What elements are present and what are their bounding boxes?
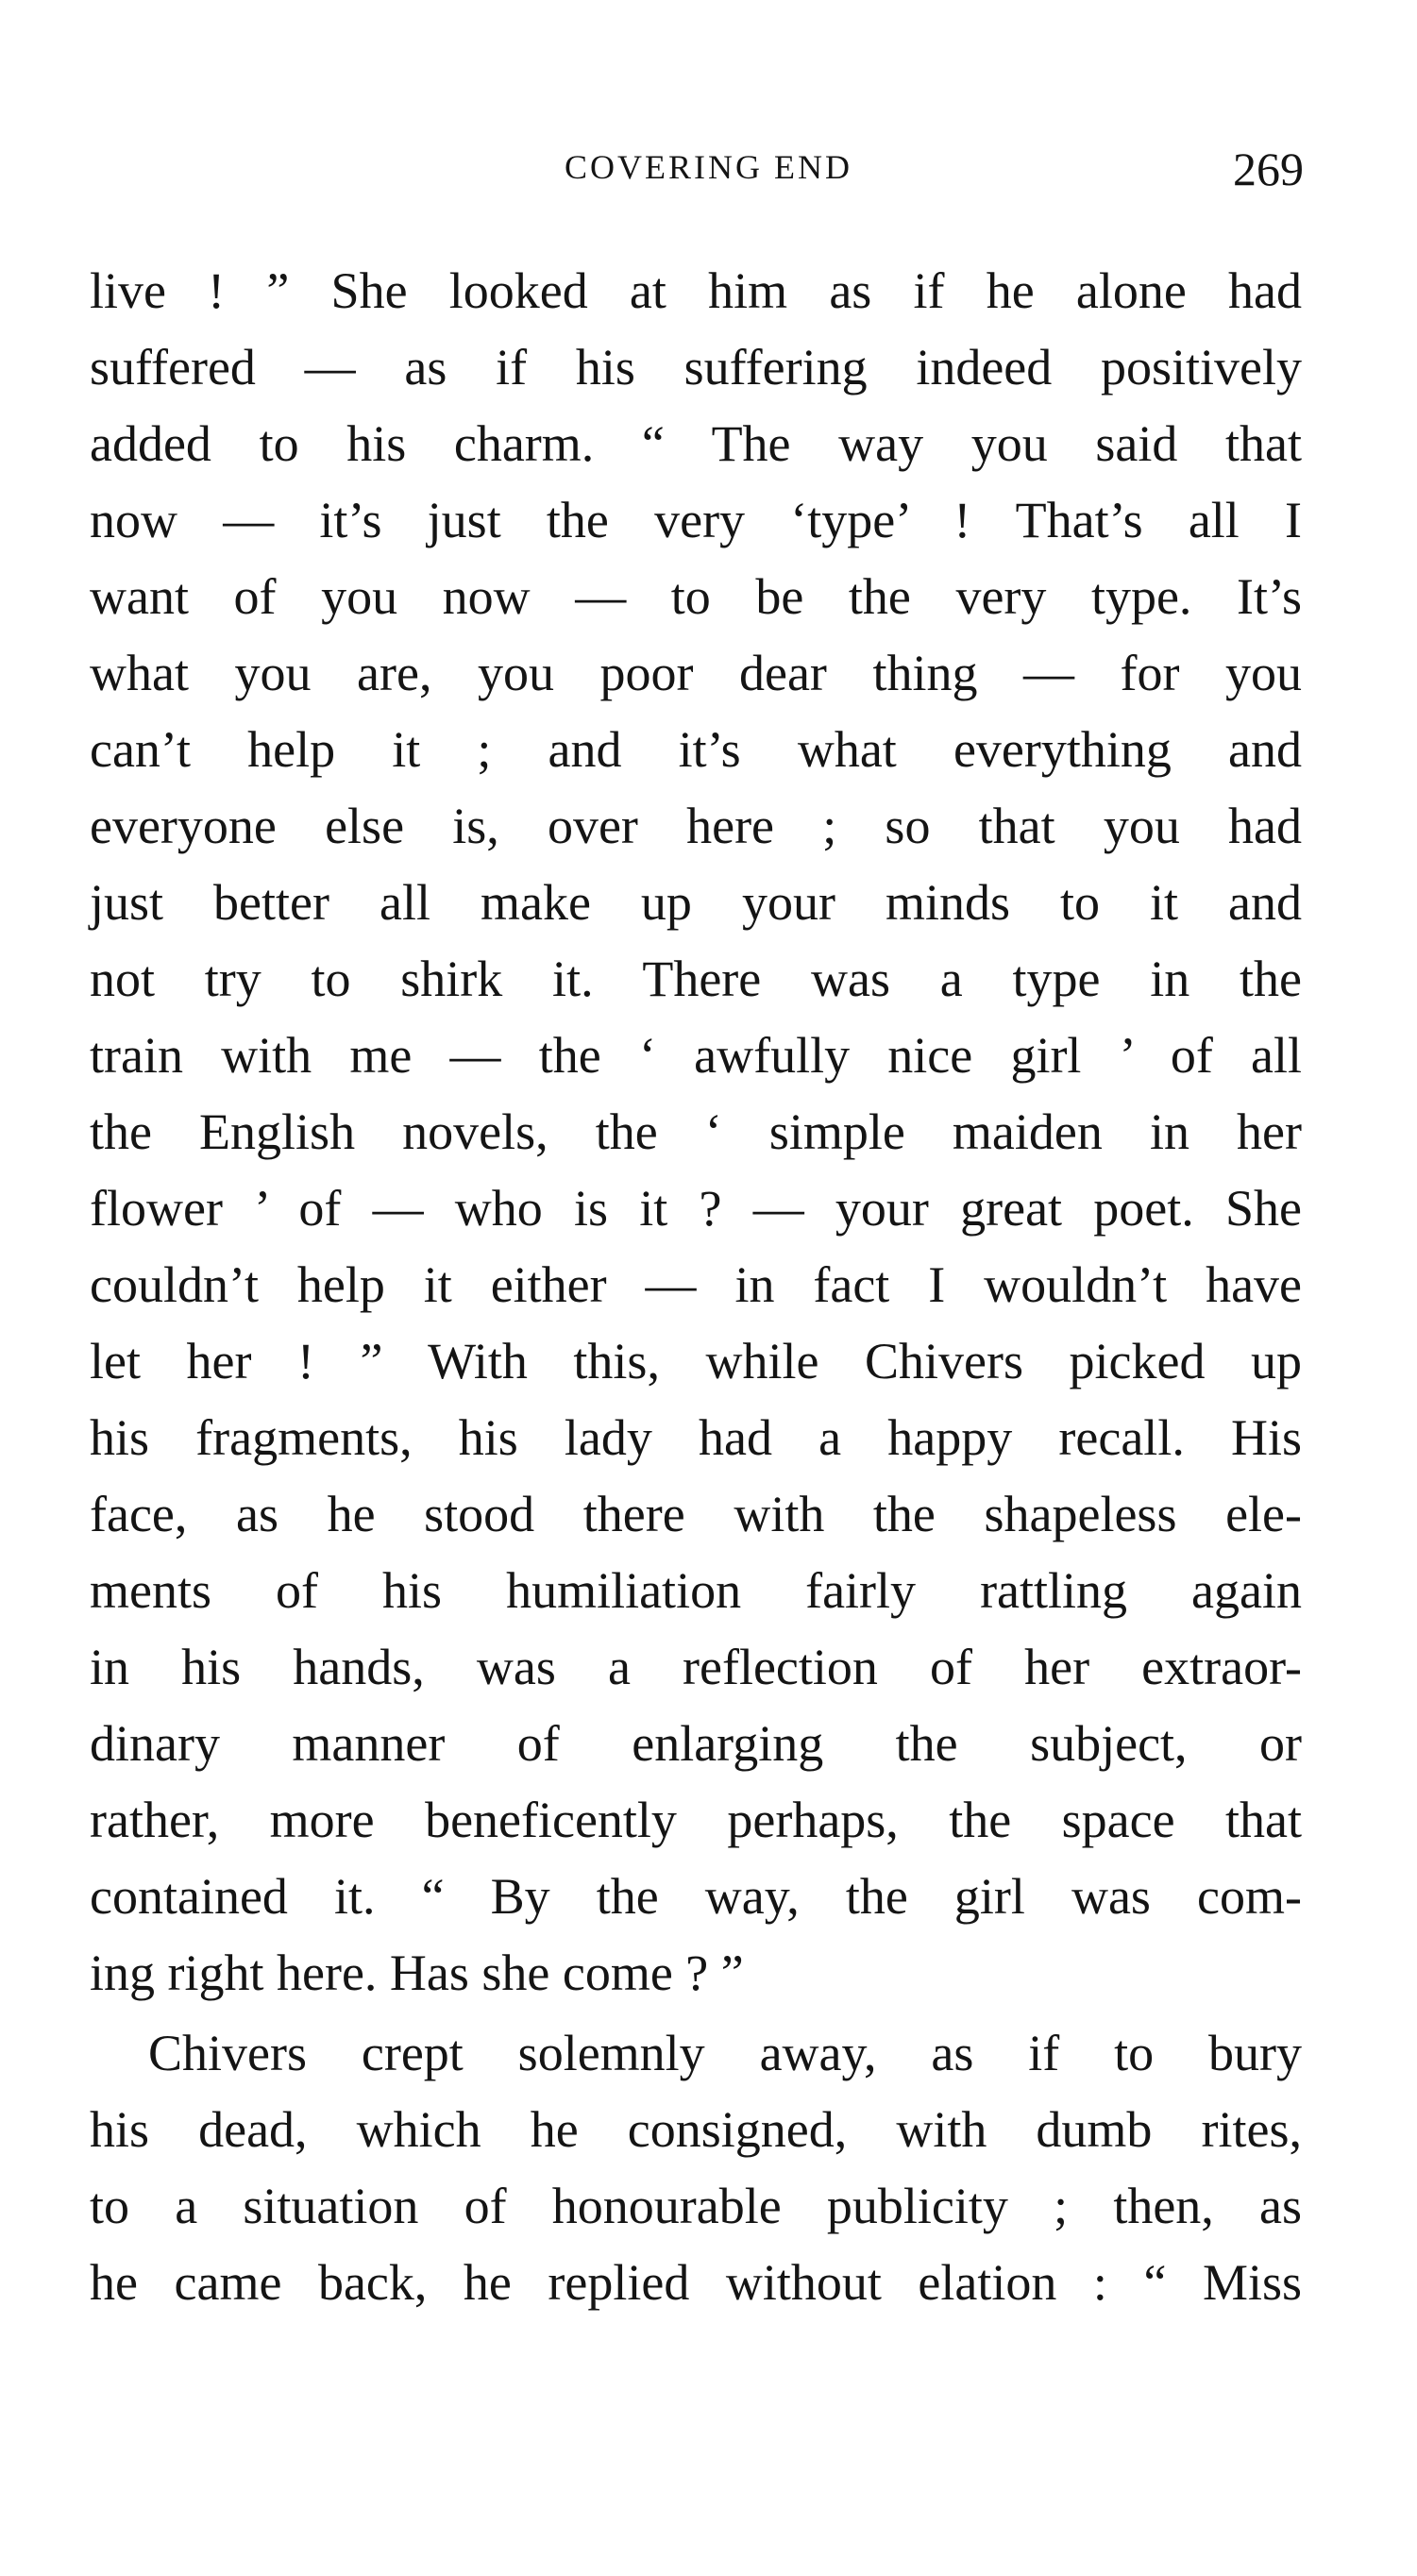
text-line: just better all make up your minds to it and (90, 874, 1302, 931)
text-line: live ! ” She looked at him as if he alone had (90, 262, 1302, 319)
text-line: flower ’ of — who is it ? — your great poet. She (90, 1180, 1302, 1237)
body-text (90, 253, 1302, 2321)
text-line: he came back, he replied without elation : “ Miss (90, 2254, 1302, 2311)
text-line: train with me — the ‘ awfully nice girl ’ of all (90, 1027, 1302, 1084)
text-line: ments of his humiliation fairly rattling again (90, 1562, 1302, 1619)
text-line: can’t help it ; and it’s what everything and (90, 721, 1302, 778)
text-line: what you are, you poor dear thing — for you (90, 645, 1302, 701)
page-number: 269 (1233, 143, 1304, 195)
text-line: everyone else is, over here ; so that you had (90, 798, 1302, 854)
text-line: face, as he stood there with the shapeless ele- (90, 1486, 1302, 1542)
text-line: not try to shirk it. There was a type in the (90, 951, 1302, 1007)
text-line: now — it’s just the very ‘type’ ! That’s all I (90, 492, 1302, 548)
running-head (0, 142, 1417, 198)
text-line: his fragments, his lady had a happy recall. His (90, 1409, 1302, 1466)
text-line: ing right here. Has she come ? ” (90, 1945, 744, 2001)
text-line: let her ! ” With this, while Chivers picked up (90, 1333, 1302, 1389)
text-line: dinary manner of enlarging the subject, or (90, 1715, 1302, 1772)
text-line: his dead, which he consigned, with dumb rites, (90, 2101, 1302, 2158)
text-line: added to his charm. “ The way you said that (90, 415, 1302, 472)
text-line: Chivers crept solemnly away, as if to bury (148, 2025, 1302, 2081)
text-line: couldn’t help it either — in fact I wouldn’t have (90, 1256, 1302, 1313)
running-title: COVERING END (565, 148, 852, 186)
text-line: rather, more beneficently perhaps, the space that (90, 1792, 1302, 1848)
text-line: want of you now — to be the very type. It’s (90, 568, 1302, 625)
text-line: in his hands, was a reflection of her extraor- (90, 1639, 1302, 1695)
text-line: to a situation of honourable publicity ; then, as (90, 2178, 1302, 2234)
text-line: the English novels, the ‘ simple maiden in her (90, 1103, 1302, 1160)
text-line: contained it. “ By the way, the girl was com- (90, 1868, 1302, 1925)
text-line: suffered — as if his suffering indeed positively (90, 339, 1302, 396)
